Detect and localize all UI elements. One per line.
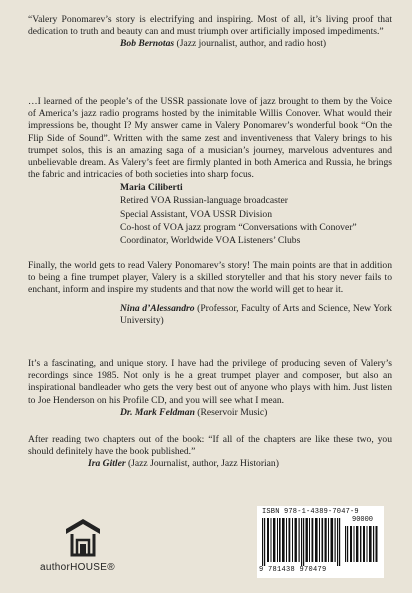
barcode-bars-icon xyxy=(262,518,344,566)
price-code: 90000 xyxy=(352,516,374,524)
author-name: Nina d’Alessandro xyxy=(120,302,195,314)
quote-attribution xyxy=(28,38,392,50)
quote-feldman xyxy=(28,358,392,419)
author-name: Dr. Mark Feldman xyxy=(120,406,195,418)
price-barcode-icon xyxy=(345,518,379,562)
ean-digits: 9 781438 970479 xyxy=(259,566,327,574)
author-title-line: Retired VOA Russian-language broadcaster xyxy=(120,195,288,207)
authorhouse-house-icon xyxy=(64,518,102,558)
author-detail: (Jazz journalist, author, and radio host) xyxy=(174,38,327,50)
author-title-line: Co-host of VOA jazz program “Conversations with Conover” xyxy=(120,221,357,233)
quote-attribution xyxy=(28,303,392,327)
quote-attribution xyxy=(28,407,392,419)
quote-attribution xyxy=(28,181,392,247)
publisher-name: authorHOUSE® xyxy=(40,562,115,573)
quote-bernotas xyxy=(28,14,392,51)
author-title-line: Special Assistant, VOA USSR Division xyxy=(120,208,273,220)
quote-attribution xyxy=(28,458,392,470)
isbn-label: ISBN 978-1-4389-7047-9 xyxy=(262,508,359,516)
quote-gitler xyxy=(28,434,392,471)
quote-text: Finally, the world gets to read Valery Ponomarev’s story! The main points are that in addition to being a fine trumpet player, Valery is a skilled storyteller and that his story never fails to enchant, inform and inspire my students and that now the world will get to hear it. xyxy=(28,260,392,296)
publisher-logo xyxy=(40,518,150,578)
author-detail: (Jazz Journalist, author, Jazz Historian) xyxy=(125,458,279,470)
author-title-line: Coordinator, Worldwide VOA Listeners’ Clubs xyxy=(120,235,301,247)
barcode xyxy=(257,506,384,578)
author-name: Bob Bernotas xyxy=(120,38,175,50)
quote-text: “Valery Ponomarev’s story is electrifying and inspiring. Most of all, it’s living proof that dedication to truth and beauty can and must triumph over artificially imposed impediments.” xyxy=(28,14,392,38)
quote-text: It’s a fascinating, and unique story. I have had the privilege of producing seven of Valery’s recordings since 1985. Not only is he a great trumpet player and composer, but also an inspirational bandleader who gets the very best out of anyone who plays with him. Just listen to Joe Henderson on his Profile CD, and you will see what I mean. xyxy=(28,358,392,406)
author-name: Maria Ciliberti xyxy=(120,182,183,194)
quote-text: …I learned of the people’s of the USSR passionate love of jazz brought to them by the Voice of America’s jazz radio programs hosted by the inimitable Willis Conover. What would their impressions be, thought I? My answer came in Valery Ponomarev’s wonderful book “On the Flip Side of Sound”. Written with the same zest and inventiveness that Valery brings to his trumpet solos, this is an amazing saga of a musician’s journey, marvelous adventures and unbelievable dream. As Valery’s feet are firmly planted in both America and Russia, he brings the fabric and intricacies of both societies into sharp focus. xyxy=(28,96,392,181)
author-name: Ira Gitler xyxy=(88,458,126,470)
quote-text: After reading two chapters out of the book: “If all of the chapters are like these two, you should definitely have the book published.” xyxy=(28,434,392,458)
author-detail: (Professor, Faculty of Arts and Science, New York University) xyxy=(120,302,392,326)
quote-ciliberti xyxy=(28,96,392,247)
author-detail: (Reservoir Music) xyxy=(194,406,268,418)
quote-dalessandro xyxy=(28,260,392,327)
